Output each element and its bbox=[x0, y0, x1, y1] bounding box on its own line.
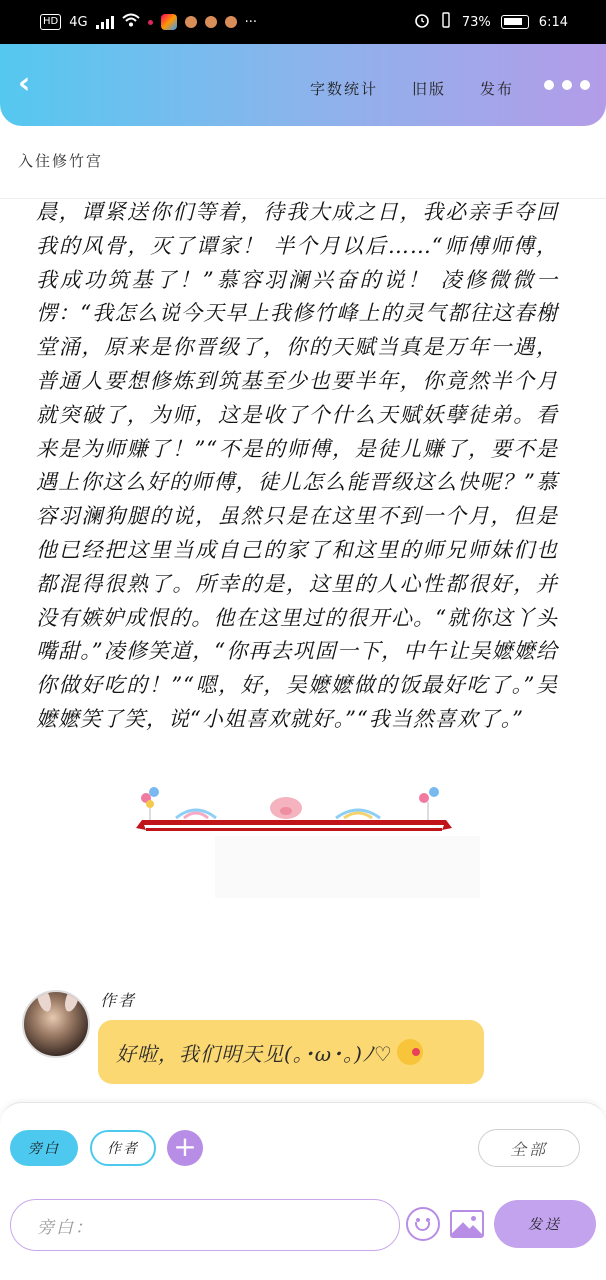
network-label: 4G bbox=[69, 14, 88, 30]
app-icon bbox=[185, 16, 197, 28]
header-actions bbox=[310, 78, 514, 99]
message-input[interactable] bbox=[10, 1199, 400, 1251]
more-dots-icon bbox=[544, 80, 554, 90]
word-count-button[interactable]: 字数统计 bbox=[309, 80, 378, 98]
wifi-icon bbox=[122, 13, 140, 31]
message-bubble[interactable] bbox=[98, 1020, 484, 1084]
story-text[interactable]: 晨，谭紧送你们等着，待我大成之日，我必亲手夺回我的风骨，灭了谭家！ 半个月以后……“师傅师傅，我成功筑基了！”慕容羽澜兴奋的说！ 凌修微微一愣：“我怎么说今天早上我修竹峰上的灵气都往这春榭堂涌，原来是你晋级了，你的天赋当真是万年一遇，普通人要想修炼到筑基至少也要半年，你竟然半个月就突破了，为师，这是收了个什么天赋妖孽徒弟。看来是为师赚了！”“不是的师傅，是徒儿赚了，要不是遇上你这么好的师傅，徒儿怎么能晋级这么快呢？”慕容羽澜狗腿的说，虽然只是在这里不到一个月，但是他已经把这里当成自己的家了和这里的师兄师妹们也都混得很熟了。所幸的是，这里的人心性都很好，并没有嫉妒成恨的。他在这里过的很开心。“就你这丫头嘴甜。”凌修笑道，“你再去巩固一下，中午让吴嬷嬷给你做好吃的！”“嗯，好，吴嬷嬷做的饭最好吃了。”吴嬷嬷笑了笑，说“小姐喜欢就好。”“我当然喜欢了。” bbox=[36, 200, 558, 731]
all-button[interactable]: 全部 bbox=[478, 1129, 580, 1167]
more-notifications-icon: ··· bbox=[244, 14, 257, 30]
hd-indicator: HD bbox=[40, 14, 61, 30]
publish-button[interactable]: 发布 bbox=[479, 80, 514, 98]
chapter-title[interactable]: 入住修竹宫 bbox=[18, 152, 104, 170]
app-header bbox=[0, 44, 606, 126]
chevron-left-icon: ‹ bbox=[18, 66, 31, 101]
battery-percent: 73% bbox=[461, 14, 491, 30]
app-icon bbox=[205, 16, 217, 28]
image-placeholder bbox=[215, 836, 480, 898]
image-icon[interactable] bbox=[450, 1210, 484, 1238]
vibrate-icon bbox=[440, 12, 452, 32]
add-role-button[interactable] bbox=[167, 1130, 203, 1166]
status-right bbox=[414, 12, 568, 32]
role-narration-button[interactable]: 旁白 bbox=[10, 1130, 78, 1166]
status-bar bbox=[0, 0, 606, 44]
blowing-kiss-icon bbox=[397, 1039, 423, 1065]
alarm-icon bbox=[414, 12, 430, 32]
message-text: 好啦，我们明天见(｡･ω･｡)ﾉ♡ bbox=[116, 1041, 393, 1066]
notification-dot bbox=[148, 20, 153, 25]
plus-icon: + bbox=[173, 1130, 197, 1163]
app-icon bbox=[225, 16, 237, 28]
back-button[interactable] bbox=[18, 66, 48, 101]
more-button[interactable] bbox=[544, 80, 590, 90]
input-placeholder: 旁白： bbox=[37, 1217, 94, 1238]
more-dots-icon bbox=[580, 80, 590, 90]
status-left bbox=[40, 12, 257, 32]
more-dots-icon bbox=[562, 80, 572, 90]
role-author-button[interactable]: 作者 bbox=[90, 1130, 156, 1166]
send-button[interactable]: 发送 bbox=[494, 1200, 596, 1248]
author-avatar[interactable] bbox=[22, 990, 90, 1058]
battery-icon bbox=[501, 15, 529, 29]
old-version-button[interactable]: 旧版 bbox=[411, 80, 446, 98]
decorative-banner-image bbox=[136, 784, 452, 838]
clock: 6:14 bbox=[538, 14, 568, 30]
smiley-icon[interactable] bbox=[406, 1207, 440, 1241]
signal-icon bbox=[96, 15, 114, 29]
author-label: 作者 bbox=[100, 991, 137, 1010]
app-icon bbox=[161, 14, 177, 30]
